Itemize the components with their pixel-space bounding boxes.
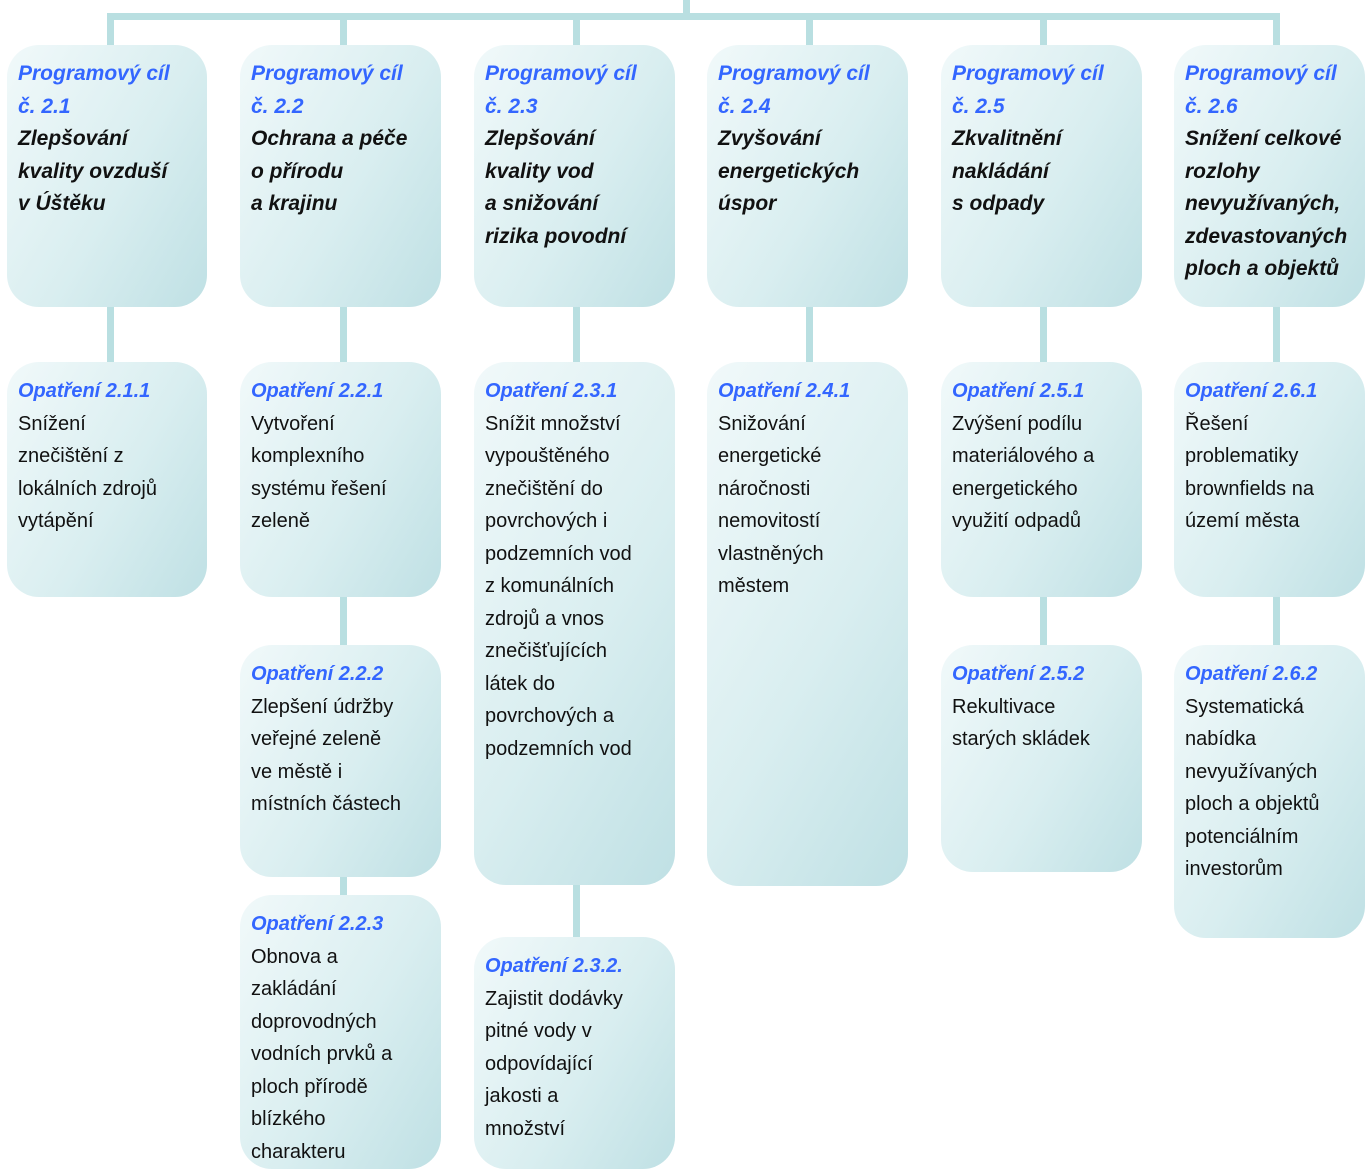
goal-title: rozlohy [1185, 159, 1260, 183]
measure-box-1-1 [7, 362, 207, 597]
connector-bus [107, 13, 1280, 20]
measure-text: veřejné zeleně [251, 728, 382, 750]
goal-heading: Programový cíl [251, 62, 403, 85]
measure-text: ploch přírodě [251, 1075, 368, 1098]
measure-heading: Opatření 2.2.1 [251, 380, 384, 402]
measure-text: zeleně [251, 510, 310, 532]
measure-text: Snížení [18, 412, 86, 435]
measure-text: městem [718, 575, 790, 597]
measure-text: území města [1185, 510, 1300, 532]
goal-title: nakládání [952, 159, 1049, 183]
goal-title: Zlepšování [18, 127, 128, 150]
measure-text: Řešení [1185, 412, 1249, 435]
goal-heading: č. 2.3 [485, 94, 538, 118]
connector-drop-goal-1 [107, 13, 114, 47]
goal-title: kvality vod [485, 159, 594, 183]
measure-box-2-1 [240, 362, 441, 597]
measure-text: nevyužívaných [1185, 760, 1318, 783]
goal-heading: Programový cíl [952, 62, 1104, 85]
connector-link-1-1 [107, 305, 114, 364]
connector-link-2-3 [340, 875, 347, 897]
goal-heading: č. 2.4 [718, 94, 771, 118]
connector-link-4-1 [806, 305, 813, 364]
measure-box-2-3 [240, 895, 441, 1169]
connector-link-2-1 [340, 305, 347, 364]
measure-text: starých skládek [952, 728, 1090, 750]
goal-title: energetických [718, 159, 860, 183]
goal-box-4 [707, 45, 908, 307]
measure-text: blízkého [251, 1108, 326, 1130]
goal-box-6 [1174, 45, 1365, 307]
measure-box-4-1 [707, 362, 908, 886]
measure-text: Zajistit dodávky [485, 987, 623, 1010]
measure-text: vytápění [18, 510, 94, 532]
connector-link-2-2 [340, 595, 347, 647]
measure-text: jakosti a [485, 1085, 559, 1107]
connector-link-5-1 [1040, 305, 1047, 364]
measure-text: Rekultivace [952, 695, 1056, 718]
measure-text: využití odpadů [952, 510, 1081, 532]
measure-text: nemovitostí [718, 510, 821, 532]
measure-heading: Opatření 2.3.1 [485, 380, 618, 402]
connector-drop-goal-2 [340, 13, 347, 47]
goal-heading: Programový cíl [485, 62, 637, 85]
measure-text: Snížit množství [485, 412, 621, 435]
measure-text: zdrojů a vnos [485, 607, 604, 630]
measure-text: materiálového a [952, 445, 1095, 467]
measure-heading: Opatření 2.6.1 [1185, 380, 1318, 402]
measure-text: nabídka [1185, 728, 1257, 750]
connector-drop-goal-3 [573, 13, 580, 47]
goal-heading: č. 2.6 [1185, 94, 1238, 118]
measure-text: Obnova a [251, 945, 338, 968]
measure-text: vypouštěného [485, 445, 610, 467]
connector-link-5-2 [1040, 595, 1047, 647]
measure-text: povrchových i [485, 510, 608, 532]
goal-title: Zvyšování [718, 127, 821, 150]
measure-text: investorům [1185, 858, 1283, 880]
measure-box-3-1 [474, 362, 675, 885]
goal-heading: Programový cíl [718, 62, 870, 85]
measure-text: místních částech [251, 793, 402, 815]
measure-text: komplexního [251, 445, 365, 467]
measure-text: náročnosti [718, 477, 811, 500]
goal-title: kvality ovzduší [18, 159, 168, 183]
measure-box-6-2 [1174, 645, 1365, 938]
measure-text: podzemních vod [485, 737, 632, 760]
goal-title: v Úštěku [18, 192, 106, 215]
measure-text: Vytvoření [251, 412, 335, 435]
measure-text: systému řešení [251, 477, 387, 500]
measure-text: zakládání [251, 978, 337, 1000]
measure-box-6-1 [1174, 362, 1365, 597]
goal-box-3 [474, 45, 675, 307]
measure-text: Systematická [1185, 695, 1304, 718]
measure-text: znečištění do [485, 477, 603, 500]
measure-text: doprovodných [251, 1010, 377, 1033]
measure-text: odpovídající [485, 1052, 593, 1075]
measure-heading: Opatření 2.3.2. [485, 955, 623, 977]
connector-link-3-2 [573, 883, 580, 939]
goal-box-1 [7, 45, 207, 307]
measure-heading: Opatření 2.5.1 [952, 380, 1085, 402]
measure-text: potenciálním [1185, 825, 1299, 848]
goal-title: rizika povodní [485, 224, 627, 248]
measure-heading: Opatření 2.2.2 [251, 663, 384, 685]
measure-text: látek do [485, 672, 556, 695]
goal-heading: č. 2.2 [251, 94, 304, 118]
goal-title: s odpady [952, 192, 1045, 215]
goal-title: a snižování [485, 192, 599, 215]
measure-text: brownfields na [1185, 477, 1314, 500]
measure-text: charakteru [251, 1140, 346, 1163]
measure-text: vlastněných [718, 542, 824, 565]
measure-text: z komunálních [485, 575, 614, 597]
goal-box-5 [941, 45, 1142, 307]
measure-heading: Opatření 2.4.1 [718, 380, 851, 402]
measure-text: ve městě i [251, 760, 343, 783]
measure-text: Zvýšení podílu [952, 412, 1083, 435]
measure-box-3-2 [474, 937, 675, 1169]
measure-text: množství [485, 1117, 566, 1140]
goal-title: úspor [718, 192, 777, 215]
goal-title: nevyužívaných, [1185, 192, 1341, 215]
measure-text: energetické [718, 445, 822, 467]
measure-text: lokálních zdrojů [18, 477, 157, 500]
goal-heading: Programový cíl [18, 62, 170, 85]
measure-text: problematiky [1185, 445, 1299, 467]
connector-link-6-2 [1273, 595, 1280, 647]
goal-heading: č. 2.1 [18, 94, 71, 118]
goal-heading: Programový cíl [1185, 62, 1337, 85]
measure-text: pitné vody v [485, 1020, 592, 1042]
measure-text: Snižování [718, 412, 806, 435]
measure-heading: Opatření 2.1.1 [18, 380, 151, 402]
measure-text: povrchových a [485, 705, 614, 727]
goal-title: Zlepšování [485, 127, 595, 150]
goal-title: Zkvalitnění [952, 127, 1062, 150]
measure-heading: Opatření 2.2.3 [251, 913, 384, 935]
goal-title: Snížení celkové [1185, 127, 1342, 150]
goal-title: Ochrana a péče [251, 127, 408, 150]
goal-title: o přírodu [251, 159, 344, 183]
measure-text: ploch a objektů [1185, 793, 1320, 815]
measure-box-5-1 [941, 362, 1142, 597]
measure-text: znečišťujících [485, 640, 607, 662]
measure-heading: Opatření 2.6.2 [1185, 663, 1318, 685]
measure-heading: Opatření 2.5.2 [952, 663, 1085, 685]
connector-drop-goal-6 [1273, 13, 1280, 47]
connector-link-6-1 [1273, 305, 1280, 364]
measure-box-5-2 [941, 645, 1142, 872]
measure-text: podzemních vod [485, 542, 632, 565]
measure-text: znečištění z [18, 445, 124, 467]
measure-text: energetického [952, 477, 1078, 500]
measure-text: vodních prvků a [251, 1043, 393, 1065]
measure-text: Zlepšení údržby [251, 695, 394, 718]
goal-title: ploch a objektů [1185, 257, 1340, 280]
goal-title: a krajinu [251, 192, 338, 215]
goal-heading: č. 2.5 [952, 94, 1005, 118]
connector-drop-goal-4 [806, 13, 813, 47]
connector-link-3-1 [573, 305, 580, 364]
goal-box-2 [240, 45, 441, 307]
connector-drop-goal-5 [1040, 13, 1047, 47]
measure-box-2-2 [240, 645, 441, 877]
goal-title: zdevastovaných [1185, 224, 1348, 248]
